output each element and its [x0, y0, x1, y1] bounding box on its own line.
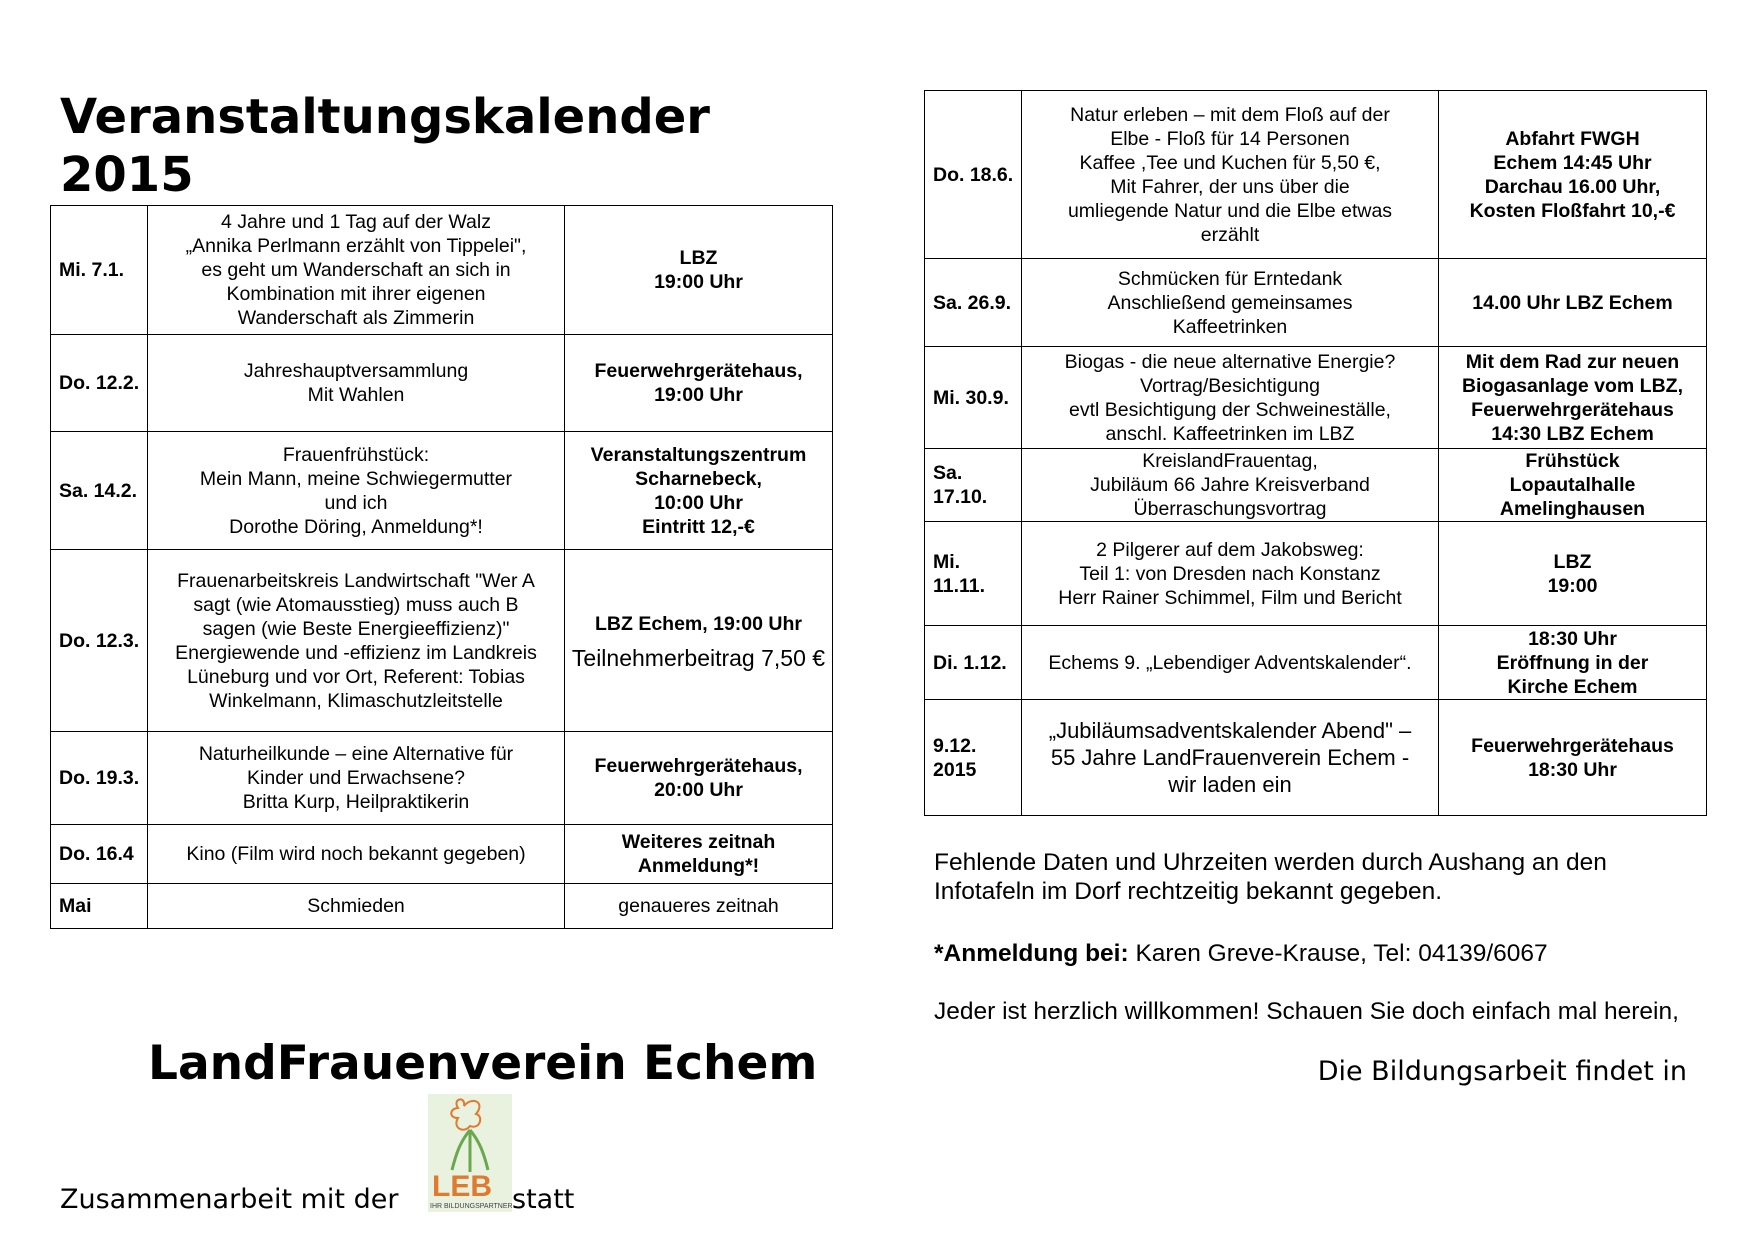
event-date — [51, 206, 148, 335]
event-location — [1439, 259, 1707, 347]
leb-logo — [428, 1094, 512, 1212]
event-description-line: Wanderschaft als Zimmerin — [237, 307, 475, 329]
event-description — [1022, 91, 1439, 259]
event-row — [925, 449, 1707, 522]
event-location-line: Lopautalhalle — [1509, 474, 1636, 496]
event-date-line: Mi. 7.1. — [59, 259, 125, 281]
event-date — [925, 626, 1022, 700]
event-location-fee: Teilnehmerbeitrag 7,50 € — [571, 644, 826, 671]
event-description-line: Überraschungsvortrag — [1133, 498, 1327, 520]
leb-logo-icon — [428, 1094, 512, 1212]
event-date-line: Do. 12.2. — [59, 372, 140, 394]
event-date-line: 2015 — [933, 758, 977, 781]
event-row — [51, 884, 833, 929]
event-location-line: Echem 14:45 Uhr — [1493, 151, 1652, 174]
event-location-line: 19:00 Uhr — [654, 271, 743, 293]
event-description-line: Biogas - die neue alternative Energie? — [1064, 350, 1396, 373]
event-description-line: Frauenfrühstück: — [282, 443, 430, 466]
event-description-line: Kaffeetrinken — [1172, 315, 1288, 338]
event-location-line: Eröffnung in der — [1496, 651, 1649, 674]
event-description-line: Schmücken für Erntedank — [1117, 267, 1343, 290]
event-location-line: Biogasanlage vom LBZ, — [1461, 374, 1684, 397]
event-description — [148, 432, 565, 550]
event-location-line: LBZ — [1553, 550, 1592, 573]
event-description-line: „Jubiläumsadventskalender Abend" – — [1048, 718, 1412, 743]
event-date — [51, 825, 148, 884]
event-description-line: Mit Fahrer, der uns über die — [1110, 175, 1350, 198]
event-location — [1439, 626, 1707, 700]
event-description-line: 55 Jahre LandFrauenverein Echem - — [1050, 745, 1410, 770]
brand-name: LandFrauenverein Echem — [148, 1036, 818, 1091]
event-location-line: Darchau 16.00 Uhr, — [1484, 175, 1661, 198]
event-row — [925, 522, 1707, 626]
zusammenarbeit-text: Zusammenarbeit mit der — [60, 1184, 399, 1215]
event-location-line: Veranstaltungszentrum — [590, 443, 807, 466]
event-description — [148, 825, 565, 884]
event-location — [1439, 347, 1707, 449]
event-description-line: es geht um Wanderschaft an sich in — [201, 259, 511, 281]
bildungsarbeit-text: Die Bildungsarbeit findet in — [1317, 1056, 1687, 1087]
event-description-line: Teil 1: von Dresden nach Konstanz — [1079, 562, 1381, 585]
event-description — [148, 732, 565, 825]
event-date-line: Mai — [59, 895, 92, 917]
event-description-line: Kombination mit ihrer eigenen — [226, 283, 486, 305]
welcome-note: Jeder ist herzlich willkommen! Schauen Sie doch einfach mal herein, — [934, 998, 1679, 1025]
event-description-line: Jahreshauptversammlung — [243, 360, 469, 382]
event-description — [148, 335, 565, 432]
event-location-line: 19:00 Uhr — [654, 384, 743, 406]
event-date-line: 17.10. — [933, 486, 988, 508]
event-date — [925, 700, 1022, 816]
event-location-line: Weiteres zeitnah — [621, 831, 776, 853]
event-date-line: Do. 12.3. — [59, 629, 140, 652]
event-location — [1439, 522, 1707, 626]
event-description-line: Elbe - Floß für 14 Personen — [1110, 127, 1350, 150]
event-description-line: Lüneburg und vor Ort, Referent: Tobias — [187, 665, 525, 688]
event-row — [51, 432, 833, 550]
event-date-line: Sa. 14.2. — [59, 479, 138, 502]
event-date — [925, 449, 1022, 522]
event-date — [925, 91, 1022, 259]
event-description-line: Jubiläum 66 Jahre Kreisverband — [1090, 474, 1370, 496]
registration-note — [934, 939, 1714, 968]
event-description-line: Schmieden — [307, 895, 405, 917]
event-description-line: sagt (wie Atomausstieg) muss auch B — [193, 593, 519, 616]
event-description-line: Winkelmann, Klimaschutzleitstelle — [209, 689, 503, 712]
event-location — [1439, 449, 1707, 522]
event-location-line: Feuerwehrgerätehaus — [1471, 734, 1674, 757]
event-description-line: umliegende Natur und die Elbe etwas — [1067, 199, 1393, 222]
event-location — [565, 825, 833, 884]
event-row — [925, 700, 1707, 816]
event-date — [51, 335, 148, 432]
event-description-line: Kinder und Erwachsene? — [247, 767, 465, 789]
event-date-line: Do. 16.4 — [59, 843, 134, 865]
event-description — [148, 884, 565, 929]
event-location — [565, 335, 833, 432]
event-row — [925, 626, 1707, 700]
event-row — [51, 206, 833, 335]
event-description-line: Dorothe Döring, Anmeldung*! — [229, 515, 483, 538]
left-event-table — [50, 205, 833, 929]
event-location-line: Abfahrt FWGH — [1505, 127, 1640, 150]
event-location-line: 10:00 Uhr — [654, 491, 743, 514]
event-description-line: Energiewende und -effizienz im Landkreis — [175, 641, 537, 664]
event-row — [51, 550, 833, 732]
event-date — [51, 732, 148, 825]
zusammenarbeit-suffix: statt — [512, 1184, 575, 1215]
event-date — [925, 347, 1022, 449]
event-description — [148, 206, 565, 335]
event-location-line: 19:00 — [1547, 574, 1598, 597]
event-location — [565, 550, 833, 732]
event-description-line: „Annika Perlmann erzählt von Tippelei", — [185, 235, 527, 257]
event-description-line: 4 Jahre und 1 Tag auf der Walz — [221, 211, 491, 233]
event-description-line: Mein Mann, meine Schwiegermutter — [199, 467, 513, 490]
event-location-line: 18:30 Uhr — [1528, 627, 1617, 650]
event-location-line: genaueres zeitnah — [618, 895, 779, 917]
event-description — [148, 550, 565, 732]
event-description-line: 2 Pilgerer auf dem Jakobsweg: — [1096, 538, 1364, 561]
event-row — [925, 91, 1707, 259]
event-location-line: 18:30 Uhr — [1528, 758, 1617, 781]
event-location — [565, 206, 833, 335]
event-location — [1439, 700, 1707, 816]
event-description-line: und ich — [324, 491, 388, 514]
event-location-line: LBZ Echem, 19:00 Uhr — [595, 612, 802, 635]
event-date-line: 9.12. — [933, 734, 977, 757]
event-date — [51, 432, 148, 550]
event-description-line: Frauenarbeitskreis Landwirtschaft "Wer A — [177, 569, 535, 592]
event-date-line: Mi. 30.9. — [933, 386, 1009, 409]
event-description-line: wir laden ein — [1168, 772, 1292, 797]
registration-label: *Anmeldung bei: — [934, 940, 1129, 967]
event-date-line: Do. 18.6. — [933, 163, 1014, 186]
registration-contact: Karen Greve-Krause, Tel: 04139/6067 — [1128, 940, 1548, 967]
event-description-line: Herr Rainer Schimmel, Film und Bericht — [1058, 586, 1402, 609]
event-date-line: Do. 19.3. — [59, 767, 140, 789]
event-description — [1022, 700, 1439, 816]
event-description-line: sagen (wie Beste Energieeffizienz)" — [202, 617, 510, 640]
event-description-line: Naturheilkunde – eine Alternative für — [198, 743, 514, 765]
event-location-line: Frühstück — [1525, 450, 1620, 472]
event-location-line: Feuerwehrgerätehaus — [1471, 398, 1674, 421]
event-description — [1022, 347, 1439, 449]
event-location-line: Feuerwehrgerätehaus, — [594, 360, 803, 382]
event-row — [51, 335, 833, 432]
event-location-line: Amelinghausen — [1499, 498, 1646, 520]
event-description-line: Vortrag/Besichtigung — [1140, 374, 1320, 397]
event-description-line: Natur erleben – mit dem Floß auf der — [1070, 103, 1390, 126]
event-row — [925, 347, 1707, 449]
event-location-line: Mit dem Rad zur neuen — [1465, 350, 1680, 373]
event-location-line: 20:00 Uhr — [654, 779, 743, 801]
event-row — [925, 259, 1707, 347]
event-description-line: evtl Besichtigung der Schweineställe, — [1069, 398, 1391, 421]
event-location — [1439, 91, 1707, 259]
event-location-line: Scharnebeck, — [635, 467, 762, 490]
event-location-line: Anmeldung*! — [637, 855, 760, 877]
event-location — [565, 432, 833, 550]
event-date-line: Mi. — [933, 550, 961, 573]
event-description-line: Kaffee ,Tee und Kuchen für 5,50 €, — [1079, 151, 1381, 174]
event-row — [51, 825, 833, 884]
event-location-line: Kosten Floßfahrt 10,-€ — [1469, 199, 1676, 222]
right-event-table — [924, 90, 1707, 816]
event-location — [565, 884, 833, 929]
logo-letters: LEB — [432, 1170, 492, 1203]
page-title: Veranstaltungskalender 2015 — [60, 89, 710, 203]
event-description-line: Britta Kurp, Heilpraktikerin — [242, 791, 470, 813]
event-description-line: Echems 9. „Lebendiger Adventskalender“. — [1048, 651, 1412, 674]
event-location — [565, 732, 833, 825]
event-description-line: KreislandFrauentag, — [1142, 450, 1318, 472]
event-date-line: Di. 1.12. — [933, 651, 1007, 674]
event-date-line: Sa. 26.9. — [933, 291, 1012, 314]
event-description — [1022, 522, 1439, 626]
event-date — [925, 522, 1022, 626]
event-location-line: Eintritt 12,-€ — [642, 515, 755, 538]
event-description-line: erzählt — [1200, 223, 1260, 246]
event-date — [51, 550, 148, 732]
logo-caption: IHR BILDUNGSPARTNER — [430, 1203, 512, 1210]
event-row — [51, 732, 833, 825]
event-location-line: Feuerwehrgerätehaus, — [594, 755, 803, 777]
event-description-line: Mit Wahlen — [307, 384, 405, 406]
event-date — [51, 884, 148, 929]
event-description-line: Kino (Film wird noch bekannt gegeben) — [186, 843, 526, 865]
event-location-line: LBZ — [679, 247, 718, 269]
event-location-line: 14:30 LBZ Echem — [1491, 422, 1654, 445]
event-date — [925, 259, 1022, 347]
event-description — [1022, 626, 1439, 700]
event-location-line: Kirche Echem — [1507, 675, 1638, 698]
event-location-line: 14.00 Uhr LBZ Echem — [1472, 291, 1673, 314]
event-description — [1022, 259, 1439, 347]
event-description — [1022, 449, 1439, 522]
event-date-line: Sa. — [933, 462, 963, 484]
missing-info-note: Fehlende Daten und Uhrzeiten werden durch Aushang an den Infotafeln im Dorf rechtzeitig bekannt gegeben. — [934, 849, 1607, 905]
event-description-line: anschl. Kaffeetrinken im LBZ — [1105, 422, 1355, 445]
event-description-line: Anschließend gemeinsames — [1107, 291, 1353, 314]
event-date-line: 11.11. — [933, 574, 986, 597]
